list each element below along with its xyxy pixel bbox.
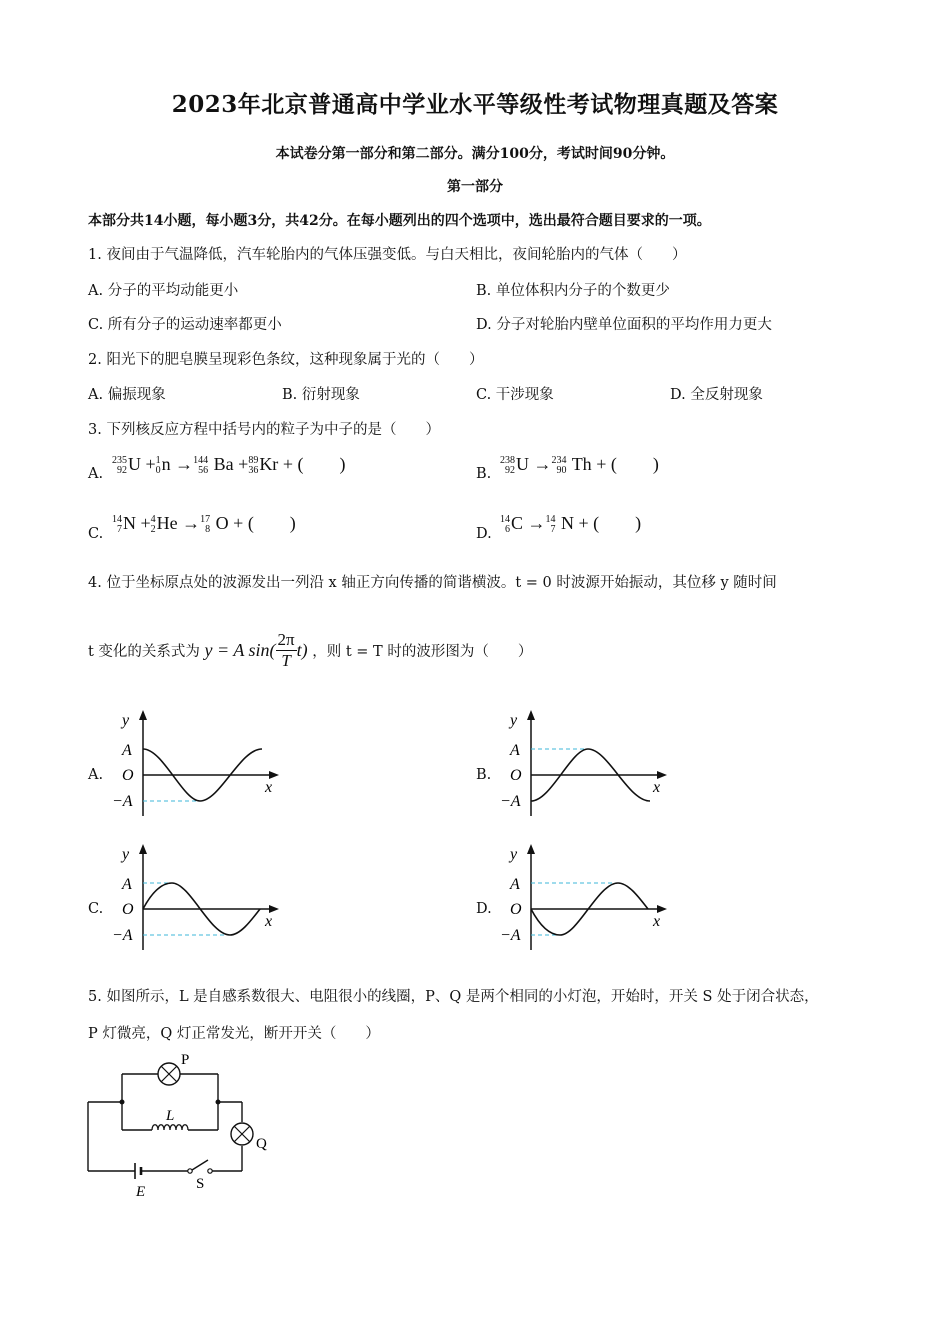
q3-option-d-equation: 14 6 C → 14 7 N + ( ) (500, 513, 642, 535)
q3-option-c-equation: 14 7 N + 4 2 He → 17 8 O + ( ) (112, 513, 296, 535)
svg-text:A: A (122, 876, 132, 893)
svg-text:L: L (166, 1108, 175, 1124)
page-title: 2023年北京普通高中学业水平等级性考试物理真题及答案 (171, 91, 779, 118)
q2-option-c: C. 干涉现象 (476, 387, 554, 403)
svg-text:y: y (510, 712, 518, 729)
q1-option-b: B. 单位体积内分子的个数更少 (476, 283, 670, 299)
q2-option-a: A. 偏振现象 (88, 387, 166, 403)
q4-stem-pre: t 变化的关系式为 (88, 644, 200, 660)
q3-option-a-label: A. (88, 466, 104, 482)
svg-text:O: O (510, 901, 522, 918)
q4-graph-d (498, 840, 673, 952)
q3-option-c-label: C. (88, 526, 104, 542)
svg-text:O: O (510, 767, 522, 784)
q2-option-d: D. 全反射现象 (670, 387, 763, 403)
svg-text:E: E (136, 1184, 146, 1200)
q5-stem-line2: P 灯微亮，Q 灯正常发光，断开开关（ ） (88, 1026, 380, 1042)
q4-stem-post: ，则 t = T 时的波形图为（ ） (312, 644, 533, 660)
q5-circuit-diagram (80, 1050, 290, 1200)
q2-option-b: B. 衍射现象 (282, 387, 360, 403)
lamp-p-icon (158, 1063, 180, 1085)
q4-option-c-label: C. (88, 901, 104, 917)
q1-option-d: D. 分子对轮胎内壁单位面积的平均作用力更大 (476, 317, 772, 333)
svg-text:−A: −A (112, 927, 133, 944)
svg-text:x: x (265, 779, 273, 796)
exam-intro: 本试卷分第一部分和第二部分。满分100分，考试时间90分钟。 (275, 146, 675, 162)
svg-text:Q: Q (256, 1136, 267, 1152)
q3-stem: 3. 下列核反应方程中括号内的粒子为中子的是（ ） (88, 422, 440, 438)
section-instructions: 本部分共14小题，每小题3分，共42分。在每小题列出的四个选项中，选出最符合题目要求的一项。 (88, 213, 711, 229)
q1-stem: 1. 夜间由于气温降低，汽车轮胎内的气体压强变低。与白天相比，夜间轮胎内的气体（ ） (88, 247, 687, 263)
q4-equation-fraction: $\frac{2\pi}{T}$ (277, 630, 295, 670)
q3-option-d-label: D. (476, 526, 492, 542)
svg-text:y: y (510, 846, 518, 863)
svg-text:A: A (122, 742, 132, 759)
q4-option-b-label: B. (476, 767, 492, 783)
q3-option-a-equation: 235 92 U + 1 0 n → 144 56 Ba + 89 36 Kr + ( ) (112, 454, 346, 476)
svg-text:A: A (510, 876, 520, 893)
svg-text:x: x (265, 913, 273, 930)
q4-graph-a (110, 706, 285, 818)
q4-graph-b (498, 706, 673, 818)
q4-option-a-label: A. (88, 767, 104, 783)
q1-option-c: C. 所有分子的运动速率都更小 (88, 317, 282, 333)
svg-text:y: y (122, 846, 130, 863)
q5-stem-line1: 5. 如图所示，L 是自感系数很大、电阻很小的线圈，P、Q 是两个相同的小灯泡，开始时，开关 S 处于闭合状态， (88, 989, 819, 1005)
svg-text:x: x (653, 913, 661, 930)
svg-text:−A: −A (112, 793, 133, 810)
switch-blade (192, 1160, 208, 1170)
q4-equation-lhs: y = A sin( (204, 640, 276, 660)
q4-equation-rhs: t) (296, 640, 308, 660)
svg-text:A: A (510, 742, 520, 759)
q4-option-d-label: D. (476, 901, 492, 917)
q2-stem: 2. 阳光下的肥皂膜呈现彩色条纹，这种现象属于光的（ ） (88, 352, 484, 368)
svg-text:S: S (196, 1176, 205, 1192)
q3-option-b-equation: 238 92 U → 234 90 Th + ( ) (500, 454, 659, 476)
svg-text:O: O (122, 767, 134, 784)
svg-text:y: y (122, 712, 130, 729)
svg-text:x: x (653, 779, 661, 796)
lamp-q-icon (231, 1123, 253, 1145)
svg-text:P: P (181, 1052, 190, 1068)
q1-option-a: A. 分子的平均动能更小 (88, 283, 239, 299)
q4-graph-c (110, 840, 285, 952)
inductor-coil (152, 1125, 188, 1130)
svg-text:O: O (122, 901, 134, 918)
svg-text:−A: −A (500, 927, 521, 944)
svg-text:−A: −A (500, 793, 521, 810)
q3-option-b-label: B. (476, 466, 492, 482)
part-heading: 第一部分 (447, 179, 503, 195)
q4-stem-line2 (88, 630, 532, 671)
q4-stem-line1: 4. 位于坐标原点处的波源发出一列沿 x 轴正方向传播的简谐横波。t = 0 时波源开始振动，其位移 y 随时间 (88, 575, 777, 591)
